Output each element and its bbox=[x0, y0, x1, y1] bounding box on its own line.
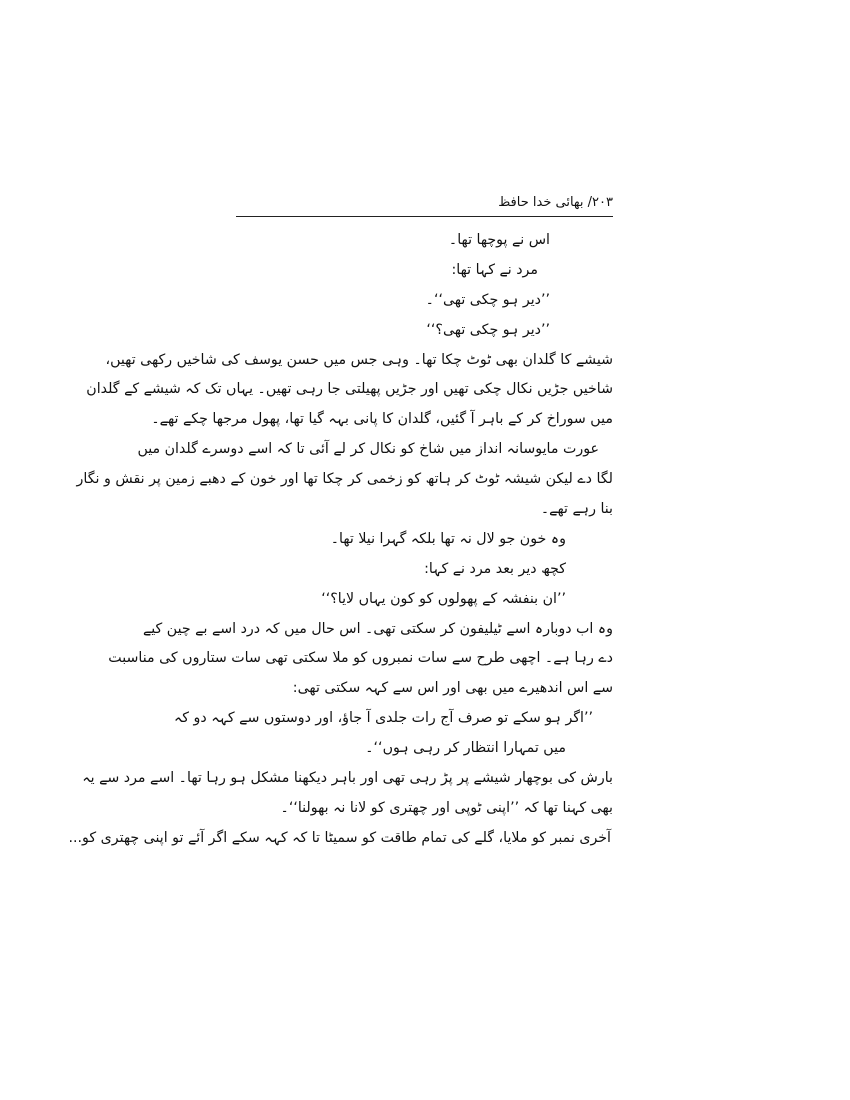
text-line: لگا دے لیکن شیشہ ٹوٹ کر ہاتھ کو زخمی کر چکا تھا اور خون کے دھبے زمین پر نقش و نگار bbox=[76, 471, 613, 488]
text-line: شاخیں جڑیں نکال چکی تھیں اور جڑیں پھیلتی جا رہی تھیں۔ یہاں تک کہ شیشے کے گلدان bbox=[86, 381, 613, 398]
text-line: ’’دیر ہو چکی تھی‘‘۔ bbox=[425, 291, 550, 308]
text-line: میں تمہارا انتظار کر رہی ہوں‘‘۔ bbox=[365, 740, 566, 757]
text-line: سے اس اندھیرے میں بھی اور اس سے کہہ سکتی تھی: bbox=[292, 680, 613, 697]
text-line: بارش کی بوچھار شیشے پر پڑ رہی تھی اور باہر دیکھنا مشکل ہو رہا تھا۔ اسے مرد سے یہ bbox=[82, 770, 613, 787]
text-line: ’’اگر ہو سکے تو صرف آج رات جلدی آ جاؤ، اور دوستوں سے کہہ دو کہ bbox=[173, 710, 593, 727]
text-line: کچھ دیر بعد مرد نے کہا: bbox=[424, 560, 566, 577]
text-line: آخری نمبر کو ملایا، گلے کی تمام طاقت کو سمیٹا تا کہ کہہ سکے اگر آئے تو اپنی چھتری کو... bbox=[68, 829, 611, 846]
text-line: شیشے کا گلدان بھی ٹوٹ چکا تھا۔ وہی جس میں حسن یوسف کی شاخیں رکھی تھیں، bbox=[105, 351, 613, 368]
page-body bbox=[68, 226, 613, 854]
text-line: ’’ان بنفشہ کے پھولوں کو کون یہاں لایا؟‘‘ bbox=[321, 590, 566, 607]
text-line: میں سوراخ کر کے باہر آ گئیں، گلدان کا پانی بہہ گیا تھا، پھول مرجھا چکے تھے۔ bbox=[151, 411, 613, 428]
text-line: وہ اب دوبارہ اسے ٹیلیفون کر سکتی تھی۔ اس حال میں کہ درد اسے بے چین کیے bbox=[142, 620, 613, 637]
text-line: اس نے پوچھا تھا۔ bbox=[448, 232, 550, 248]
running-header: ۲۰۳/ بھائی خدا حافظ bbox=[498, 195, 613, 210]
text-line: ’’دیر ہو چکی تھی؟‘‘ bbox=[426, 321, 550, 338]
text-line: دے رہا ہے۔ اچھی طرح سے سات نمبروں کو ملا سکتی تھی سات ستاروں کی مناسبت bbox=[108, 650, 613, 667]
header-rule bbox=[236, 216, 613, 217]
text-line: وہ خون جو لال نہ تھا بلکہ گہرا نیلا تھا۔ bbox=[330, 530, 566, 547]
text-line: عورت مایوسانہ انداز میں شاخ کو نکال کر لے آئی تا کہ اسے دوسرے گلدان میں bbox=[137, 441, 599, 458]
text-line: مرد نے کہا تھا: bbox=[451, 261, 538, 278]
text-line: بھی کہنا تھا کہ ’’اپنی ٹوپی اور چھتری کو لانا نہ بھولنا‘‘۔ bbox=[280, 799, 613, 816]
text-line: بنا رہے تھے۔ bbox=[540, 501, 613, 518]
